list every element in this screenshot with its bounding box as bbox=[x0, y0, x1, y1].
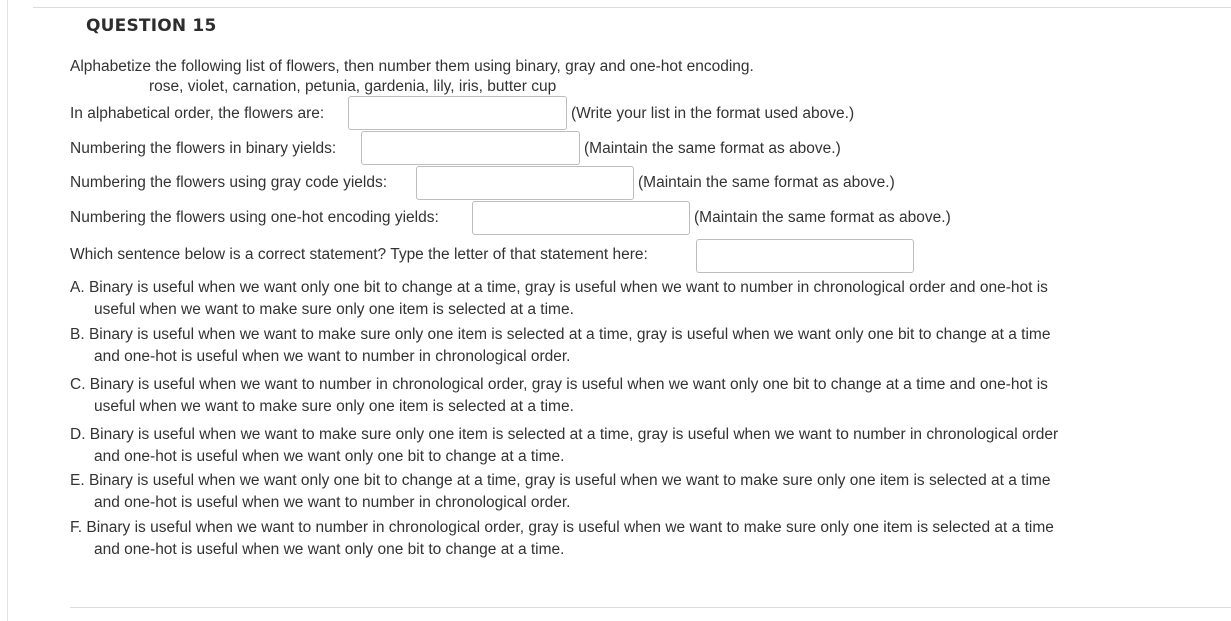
option-d-line1: D. Binary is useful when we want to make sure only one item is selected at a time, gray is useful when we want to number in chronological order bbox=[70, 426, 1059, 443]
option-b-line1: B. Binary is useful when we want to make sure only one item is selected at a time, gray is useful when we want only one bit to change at a time bbox=[70, 326, 1051, 343]
binary-answer-input[interactable] bbox=[361, 131, 580, 165]
one-hot-answer-input[interactable] bbox=[472, 201, 690, 235]
option-e-line2: and one-hot is useful when we want to number in chronological order. bbox=[94, 494, 571, 511]
option-a bbox=[70, 277, 1170, 321]
option-f-line2: and one-hot is useful when we want only one bit to change at a time. bbox=[94, 541, 565, 558]
question-top-divider bbox=[33, 7, 1231, 8]
alphabetical-answer-input[interactable] bbox=[348, 96, 567, 130]
one-hot-label: Numbering the flowers using one-hot encoding yields: bbox=[70, 209, 439, 226]
one-hot-hint: (Maintain the same format as above.) bbox=[694, 209, 951, 226]
option-e-line1: E. Binary is useful when we want only one bit to change at a time, gray is useful when we want to make sure only one item is selected at a time bbox=[70, 472, 1051, 489]
gray-code-hint: (Maintain the same format as above.) bbox=[638, 174, 895, 191]
option-d bbox=[70, 424, 1170, 468]
option-f-line1: F. Binary is useful when we want to number in chronological order, gray is useful when we want to make sure only one item is selected at a time bbox=[70, 519, 1054, 536]
option-c-line2: useful when we want to make sure only one item is selected at a time. bbox=[94, 398, 574, 415]
statement-letter-input[interactable] bbox=[696, 239, 914, 273]
flower-list: rose, violet, carnation, petunia, gardenia, lily, iris, butter cup bbox=[149, 78, 557, 95]
question-instruction: Alphabetize the following list of flowers, then number them using binary, gray and one-hot encoding. bbox=[70, 58, 754, 75]
option-a-line1: A. Binary is useful when we want only one bit to change at a time, gray is useful when we want to number in chronological order and one-hot is bbox=[70, 279, 1048, 296]
option-c-line1: C. Binary is useful when we want to number in chronological order, gray is useful when we want only one bit to change at a time and one-hot is bbox=[70, 376, 1048, 393]
option-e bbox=[70, 470, 1170, 514]
option-a-line2: useful when we want to make sure only one item is selected at a time. bbox=[94, 301, 574, 318]
option-b bbox=[70, 324, 1170, 368]
statement-label: Which sentence below is a correct statement? Type the letter of that statement here: bbox=[70, 246, 648, 263]
question-bottom-divider bbox=[70, 607, 1231, 608]
alphabetical-label: In alphabetical order, the flowers are: bbox=[70, 105, 325, 122]
alphabetical-hint: (Write your list in the format used above.) bbox=[571, 105, 855, 122]
gray-code-label: Numbering the flowers using gray code yields: bbox=[70, 174, 388, 191]
gray-code-answer-input[interactable] bbox=[416, 166, 634, 200]
left-border-rule bbox=[7, 0, 8, 621]
question-title: QUESTION 15 bbox=[86, 16, 217, 36]
option-b-line2: and one-hot is useful when we want to number in chronological order. bbox=[94, 348, 571, 365]
option-d-line2: and one-hot is useful when we want only one bit to change at a time. bbox=[94, 448, 565, 465]
binary-hint: (Maintain the same format as above.) bbox=[584, 140, 841, 157]
option-f bbox=[70, 517, 1170, 561]
option-c bbox=[70, 374, 1170, 418]
binary-label: Numbering the flowers in binary yields: bbox=[70, 140, 337, 157]
